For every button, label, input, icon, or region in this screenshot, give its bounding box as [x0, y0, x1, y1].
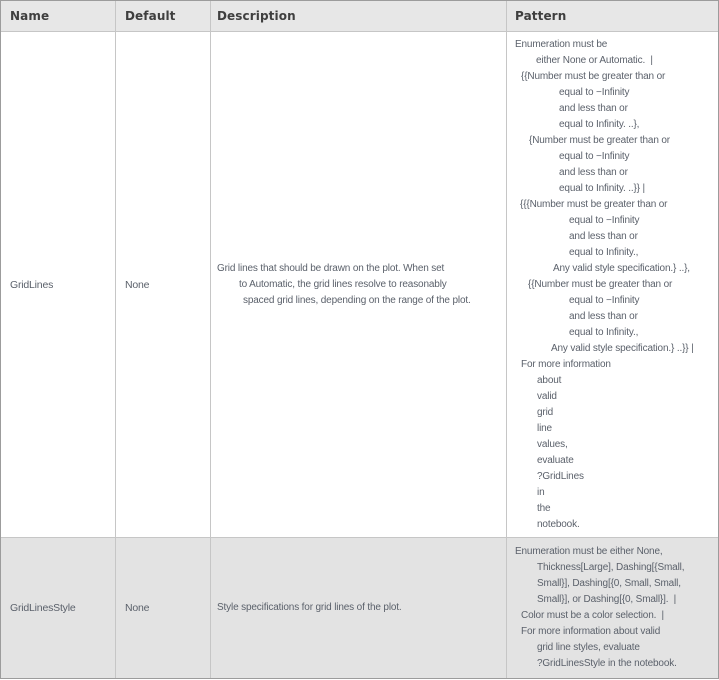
description-cell	[210, 32, 506, 537]
text-line: values,	[537, 438, 568, 450]
text-line: Style specifications for grid lines of the plot.	[217, 602, 402, 613]
property-name: GridLines	[10, 278, 54, 291]
text-line: Thickness[Large], Dashing[{Small,	[537, 562, 685, 573]
header-row	[1, 1, 718, 32]
name-cell	[1, 32, 115, 537]
column-header-pattern	[506, 1, 718, 31]
pattern-cell	[506, 32, 718, 537]
text-line: For more information	[521, 358, 611, 370]
column-header-name	[1, 1, 115, 31]
text-line: about	[537, 374, 562, 386]
text-line: Color must be a color selection. |	[521, 610, 664, 621]
text-line: Small}], or Dashing[{0, Small}]. |	[537, 594, 677, 605]
text-line: and less than or	[559, 102, 628, 114]
text-line: and less than or	[569, 310, 638, 322]
text-line: Any valid style specification.} ..}} |	[551, 342, 694, 354]
text-line: ?GridLinesStyle in the notebook.	[537, 658, 677, 669]
text-line: {{{Number must be greater than or	[520, 198, 668, 210]
column-header-description	[210, 1, 506, 31]
text-line: either None or Automatic. |	[536, 54, 653, 66]
text-line: spaced grid lines, depending on the range of the plot.	[243, 294, 471, 306]
text-line: equal to −Infinity	[559, 86, 630, 98]
text-line: equal to Infinity. ..},	[559, 118, 640, 130]
text-line: equal to −Infinity	[569, 294, 640, 306]
property-name: GridLinesStyle	[10, 602, 76, 614]
text-line: equal to −Infinity	[569, 214, 640, 226]
table-row-gridlines	[1, 32, 718, 538]
text-line: the	[537, 502, 551, 514]
default-cell	[115, 32, 210, 537]
text-line: Any valid style specification.} ..},	[553, 262, 690, 274]
text-line: evaluate	[537, 454, 574, 466]
text-line: Grid lines that should be drawn on the plot. When set	[217, 262, 445, 274]
text-line: equal to Infinity.,	[569, 326, 639, 338]
text-line: equal to −Infinity	[559, 150, 630, 162]
column-header-default-label: Default	[125, 9, 176, 23]
table-row-gridlinesstyle	[1, 538, 718, 678]
text-line: equal to Infinity. ..}} |	[559, 182, 645, 194]
text-line: For more information about valid	[521, 626, 661, 637]
text-line: Enumeration must be either None,	[515, 546, 663, 557]
description-cell	[210, 538, 506, 678]
text-line: line	[537, 422, 552, 434]
text-line: {Number must be greater than or	[529, 134, 670, 146]
text-line: notebook.	[537, 518, 580, 530]
text-line: grid line styles, evaluate	[537, 642, 640, 653]
name-cell	[1, 538, 115, 678]
text-line: {{Number must be greater than or	[521, 70, 666, 82]
text-line: in	[537, 486, 545, 498]
text-line: and less than or	[559, 166, 628, 178]
default-cell	[115, 538, 210, 678]
pattern-cell	[506, 538, 718, 678]
column-header-default	[115, 1, 210, 31]
text-line: equal to Infinity.,	[569, 246, 639, 258]
text-line: valid	[537, 390, 557, 402]
column-header-description-label: Description	[217, 9, 296, 23]
text-line: Enumeration must be	[515, 38, 608, 50]
text-line: grid	[537, 406, 554, 418]
column-header-pattern-label: Pattern	[515, 9, 567, 23]
text-line: to Automatic, the grid lines resolve to reasonably	[239, 278, 447, 290]
column-header-name-label: Name	[10, 9, 50, 23]
text-line: ?GridLines	[537, 470, 584, 482]
default-value: None	[125, 602, 150, 614]
default-value: None	[125, 278, 150, 291]
text-line: Small}], Dashing[{0, Small, Small,	[537, 578, 681, 589]
text-line: {{Number must be greater than or	[528, 278, 673, 290]
text-line: and less than or	[569, 230, 638, 242]
